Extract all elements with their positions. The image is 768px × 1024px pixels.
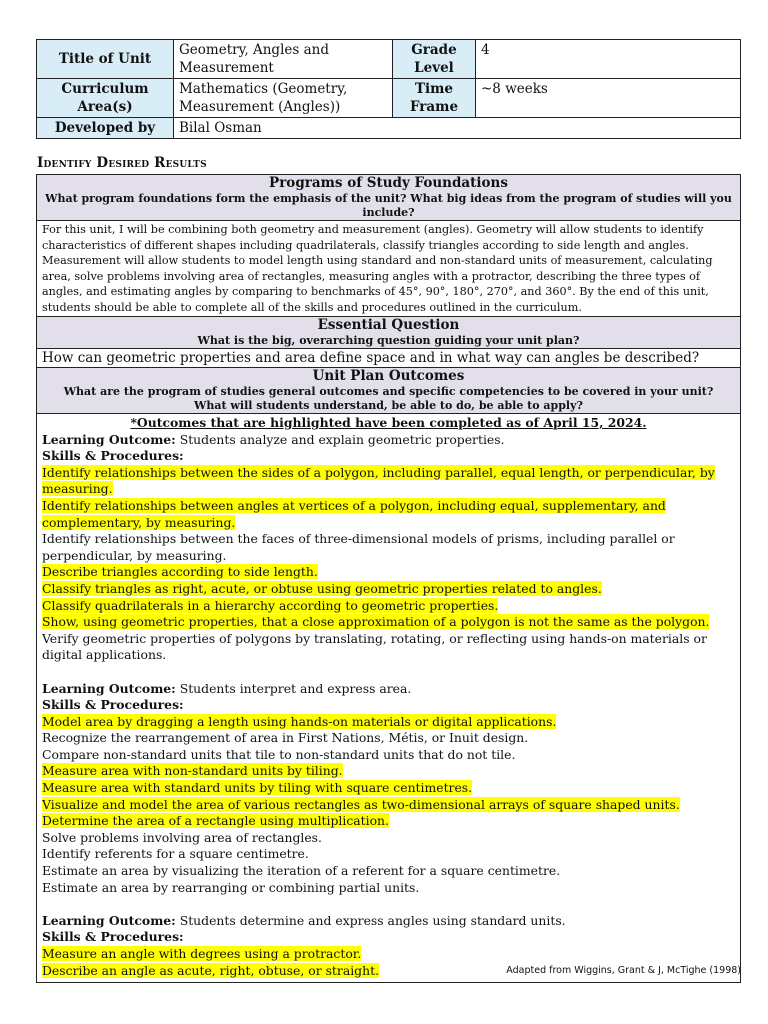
skill-text-highlighted: Measure area with standard units by tiling with square centimetres.	[42, 780, 473, 796]
skill-item	[42, 846, 735, 863]
skill-text: Compare non-standard units that tile to non-standard units that do not tile.	[42, 746, 516, 762]
learning-outcome-label: Learning Outcome:	[42, 680, 176, 696]
outcomes-header	[37, 368, 740, 414]
learning-outcome-text: Students interpret and express area.	[179, 680, 412, 696]
skill-text-highlighted: Identify relationships between angles at vertices of a polygon, including equal, supplementary, and complementary, by measuring.	[42, 497, 666, 530]
skill-text: Identify referents for a square centimetre.	[42, 846, 309, 862]
skill-item	[42, 531, 735, 564]
grade-level-value: 4	[476, 40, 741, 79]
skill-item	[42, 465, 735, 498]
outcomes-question-1: What are the program of studies general outcomes and specific competencies to be covered in your unit?	[63, 385, 714, 398]
skill-text-highlighted: Identify relationships between the sides of a polygon, including parallel, equal length, or perpendicular, by measuring.	[42, 464, 715, 497]
outcomes-question-2: What will students understand, be able to do, be able to apply?	[194, 399, 583, 412]
skill-text-highlighted: Describe an angle as acute, right, obtuse, or straight.	[42, 962, 380, 978]
time-frame-label: Time Frame	[393, 79, 476, 118]
skill-item	[42, 614, 735, 631]
skill-item	[42, 813, 735, 830]
programs-body-block	[37, 221, 740, 317]
skill-text: Estimate an area by rearranging or combining partial units.	[42, 879, 420, 895]
skill-text: Recognize the rearrangement of area in First Nations, Métis, or Inuit design.	[42, 730, 529, 746]
skill-text: Identify relationships between the faces of three-dimensional models of prisms, including parallel or perpendicular, by measuring.	[42, 531, 675, 563]
curriculum-area-value: Mathematics (Geometry, Measurement (Angles))	[174, 79, 393, 118]
learning-outcome-text: Students determine and express angles using standard units.	[179, 912, 566, 928]
skill-item	[42, 946, 735, 963]
developed-by-label: Developed by	[37, 118, 174, 139]
skill-text: Solve problems involving area of rectangles.	[42, 829, 322, 845]
skill-text-highlighted: Model area by dragging a length using hands-on materials or digital applications.	[42, 713, 557, 729]
outcomes-title: Unit Plan Outcomes	[312, 368, 465, 384]
desired-results-box	[36, 174, 741, 983]
skill-item	[42, 564, 735, 581]
skill-item	[42, 797, 735, 814]
learning-outcome	[42, 432, 735, 449]
time-frame-value: ~8 weeks	[476, 79, 741, 118]
curriculum-area-label: Curriculum Area(s)	[37, 79, 174, 118]
skill-text-highlighted: Classify quadrilaterals in a hierarchy according to geometric properties.	[42, 597, 499, 613]
outcomes-body	[37, 414, 740, 982]
essential-question-prompt: What is the big, overarching question guiding your unit plan?	[197, 334, 580, 347]
developed-by-value: Bilal Osman	[174, 118, 741, 139]
group-spacer	[42, 896, 735, 913]
learning-outcome	[42, 913, 735, 930]
essential-header	[37, 317, 740, 349]
learning-outcome-label: Learning Outcome:	[42, 431, 176, 447]
skill-item	[42, 763, 735, 780]
unit-header-table	[36, 39, 741, 139]
skills-procedures-label: Skills & Procedures:	[42, 448, 184, 464]
skill-text-highlighted: Show, using geometric properties, that a close approximation of a polygon is not the same as the polygon.	[42, 614, 710, 630]
skill-text-highlighted: Classify triangles as right, acute, or obtuse using geometric properties related to angles.	[42, 580, 602, 596]
grade-level-label: Grade Level	[393, 40, 476, 79]
title-of-unit-label: Title of Unit	[37, 40, 174, 79]
skills-procedures-label: Skills & Procedures:	[42, 929, 184, 945]
skill-item	[42, 598, 735, 615]
skill-item	[42, 498, 735, 531]
skill-text-highlighted: Measure an angle with degrees using a protractor.	[42, 946, 362, 961]
skill-item	[42, 631, 735, 664]
skill-item	[42, 714, 735, 731]
learning-outcome-label: Learning Outcome:	[42, 912, 176, 928]
skill-text-highlighted: Visualize and model the area of various rectangles as two-dimensional arrays of square shaped units.	[42, 796, 680, 812]
skill-item	[42, 730, 735, 747]
skill-item	[42, 747, 735, 764]
skills-procedures-label: Skills & Procedures:	[42, 697, 184, 713]
skill-text-highlighted: Determine the area of a rectangle using multiplication.	[42, 813, 389, 829]
skill-item	[42, 581, 735, 598]
highlight-note: *Outcomes that are highlighted have been completed as of April 15, 2024.	[130, 415, 647, 430]
skill-item	[42, 880, 735, 897]
skill-text-highlighted: Describe triangles according to side length.	[42, 564, 318, 580]
skill-text: Estimate an area by visualizing the iteration of a referent for a square centimetre.	[42, 863, 561, 879]
programs-question: What program foundations form the emphasis of the unit? What big ideas from the program of studies will you include?	[45, 192, 732, 219]
skill-item	[42, 830, 735, 847]
skill-text-highlighted: Measure area with non-standard units by tiling.	[42, 763, 343, 779]
skill-item	[42, 780, 735, 797]
section-title: Identify Desired Results	[37, 155, 207, 171]
skill-item	[42, 863, 735, 880]
programs-body: For this unit, I will be combining both geometry and measurement (angles). Geometry will allow students to identify characteristics of different shapes including quadrilaterals, classify triangles according to side length and angles. Measurement will allow students to model length using standard and non-standard units of measurement, calculating area, solve problems involving area of rectangles, measuring angles with a protractor, describing the three types of angles, and estimating angles by comparing to benchmarks of 45°, 90°, 180°, 270°, and 360°. By the end of this unit, students should be able to complete all of the skills and procedures outlined in the curriculum.	[42, 223, 713, 314]
skill-text: Verify geometric properties of polygons by translating, rotating, or reflecting using hands-on materials or digital applications.	[42, 630, 707, 663]
attribution-footer: Adapted from Wiggins, Grant & J, McTighe (1998)	[506, 965, 741, 976]
learning-outcome	[42, 681, 735, 698]
programs-title: Programs of Study Foundations	[269, 175, 508, 191]
group-spacer	[42, 664, 735, 681]
learning-outcome-text: Students analyze and explain geometric properties.	[179, 431, 505, 447]
essential-title: Essential Question	[317, 317, 460, 333]
programs-header	[37, 175, 740, 221]
title-of-unit-value: Geometry, Angles and Measurement	[174, 40, 393, 79]
essential-question-answer: How can geometric properties and area define space and in what way can angles be described?	[37, 349, 740, 368]
